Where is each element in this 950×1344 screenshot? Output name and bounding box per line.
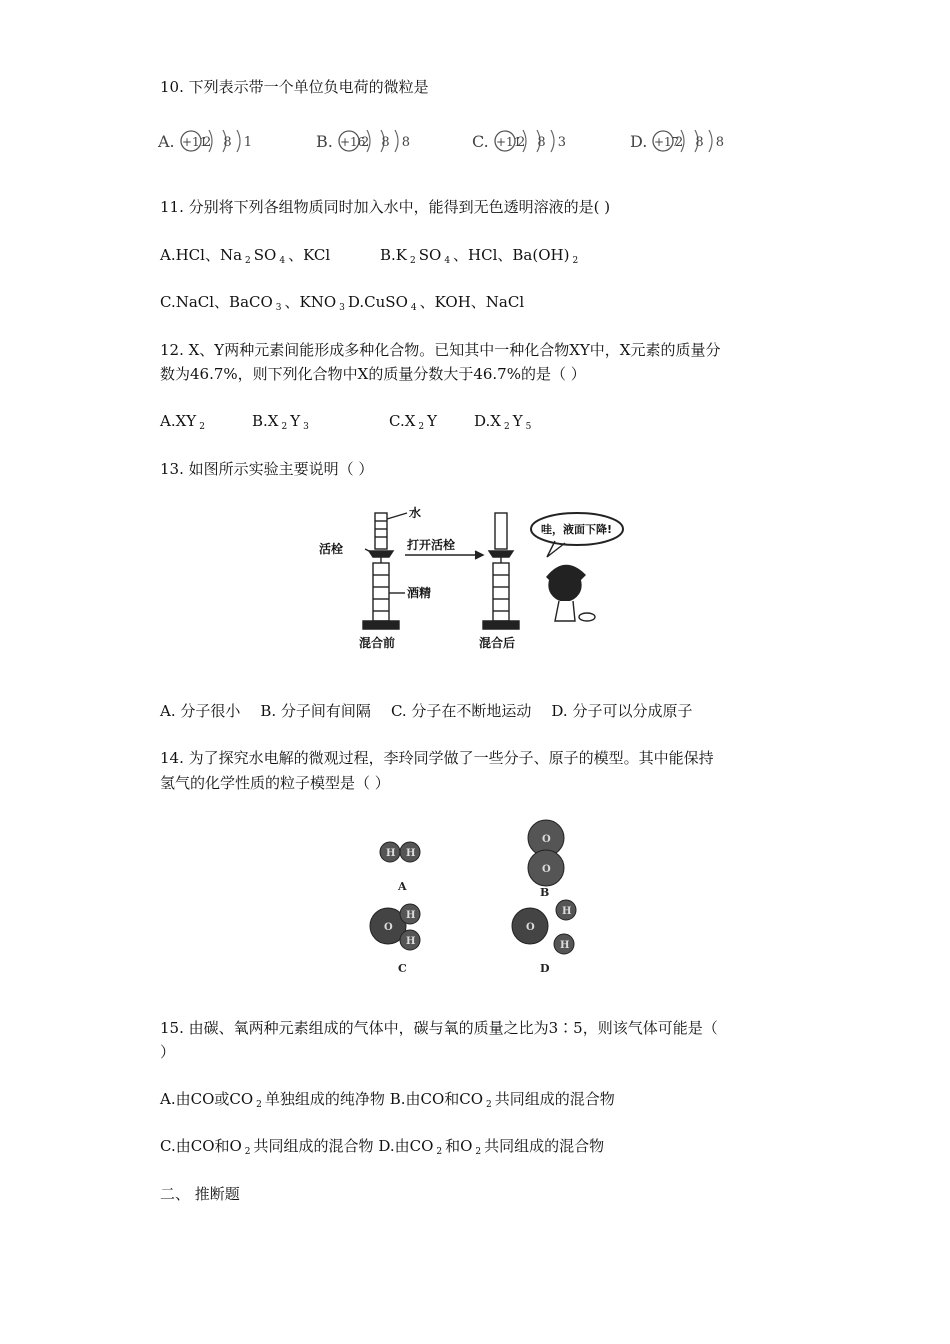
q10-option-a[interactable] bbox=[158, 126, 259, 156]
text: C.X bbox=[389, 412, 416, 430]
q12-option-a[interactable] bbox=[160, 410, 252, 438]
atom-h: H bbox=[386, 848, 396, 859]
q12-option-c[interactable] bbox=[389, 410, 474, 438]
label-open-valve: 打开活栓 bbox=[407, 538, 456, 552]
text: 、KOH、NaCl bbox=[419, 293, 525, 311]
text: B.由CO和CO bbox=[389, 1090, 484, 1108]
q12-option-d[interactable] bbox=[474, 410, 534, 438]
q13-option-a[interactable]: A. 分子很小 bbox=[160, 702, 241, 720]
label-alcohol: 酒精 bbox=[407, 586, 432, 600]
text: Y bbox=[427, 412, 438, 430]
electron-shells: 2 8 8 bbox=[360, 135, 414, 150]
subscript: 3 bbox=[303, 422, 309, 432]
q15-stem-line2: ） bbox=[160, 1043, 176, 1061]
label-d: D bbox=[540, 962, 550, 975]
text: B.K bbox=[380, 246, 407, 264]
q12-options bbox=[160, 410, 534, 438]
text: A.由CO或CO bbox=[160, 1090, 254, 1108]
section-heading: 二、 推断题 bbox=[160, 1185, 240, 1203]
text: Y bbox=[290, 412, 301, 430]
label-c: C bbox=[398, 962, 407, 975]
q12-stem-line2: 数为46.7%，则下列化合物中X的质量分数大于46.7%的是（ ） bbox=[160, 365, 586, 383]
label-after: 混合后 bbox=[479, 636, 516, 650]
subscript: 2 bbox=[410, 256, 416, 266]
atom-structure-icon bbox=[179, 126, 259, 156]
text: 共同组成的混合物 bbox=[253, 1137, 374, 1155]
subscript: 2 bbox=[572, 256, 579, 266]
subscript: 2 bbox=[475, 1147, 482, 1157]
text: A.XY bbox=[160, 412, 197, 430]
atom-h: H bbox=[406, 848, 416, 859]
text: C.由CO和O bbox=[160, 1137, 242, 1155]
text: Y bbox=[512, 412, 523, 430]
atom-structure-icon bbox=[337, 126, 417, 156]
option-label: B. bbox=[316, 131, 333, 151]
q10-option-b[interactable] bbox=[316, 126, 417, 156]
atom-h: H bbox=[560, 940, 570, 951]
q15-option-c[interactable] bbox=[160, 1137, 374, 1155]
label-b: B bbox=[540, 886, 550, 899]
subscript: 4 bbox=[444, 256, 451, 266]
nucleus-charge: +11 bbox=[495, 135, 522, 149]
q14-stem-line2: 氢气的化学性质的粒子模型是（ ） bbox=[160, 774, 390, 792]
q11-option-d[interactable] bbox=[348, 293, 524, 311]
q14-molecule-models-figure bbox=[360, 818, 600, 980]
subscript: 4 bbox=[279, 256, 286, 266]
q15-options-cd bbox=[160, 1135, 604, 1163]
q15-stem-line1: 15. 由碳、氧两种元素组成的气体中，碳与氧的质量之比为3∶5，则该气体可能是（ bbox=[160, 1019, 718, 1037]
atom-structure-icon bbox=[493, 126, 573, 156]
subscript: 4 bbox=[410, 303, 417, 313]
atom-h: H bbox=[406, 936, 416, 947]
option-label: D. bbox=[630, 131, 648, 151]
q10-option-d[interactable] bbox=[630, 126, 731, 156]
subscript: 2 bbox=[199, 422, 205, 432]
subscript: 2 bbox=[418, 422, 425, 432]
q11-option-a[interactable] bbox=[160, 244, 330, 272]
subscript: 2 bbox=[244, 1147, 251, 1157]
label-water: 水 bbox=[409, 506, 422, 520]
electron-shells: 2 8 3 bbox=[516, 135, 570, 150]
q13-option-b[interactable]: B. 分子间有间隔 bbox=[260, 702, 371, 720]
q13-stem: 13. 如图所示实验主要说明（ ） bbox=[160, 460, 374, 478]
text: D.CuSO bbox=[347, 293, 408, 311]
atom-structure-icon bbox=[651, 126, 731, 156]
text: D.X bbox=[474, 412, 501, 430]
text: 单独组成的纯净物 bbox=[264, 1090, 385, 1108]
text: SO bbox=[253, 246, 277, 264]
atom-o: O bbox=[526, 922, 535, 933]
subscript: 2 bbox=[436, 1147, 443, 1157]
subscript: 2 bbox=[256, 1100, 262, 1110]
q13-options bbox=[160, 700, 712, 722]
atom-h: H bbox=[406, 910, 416, 921]
text: 、KCl bbox=[288, 246, 331, 264]
q15-options-ab bbox=[160, 1088, 615, 1116]
q11-option-c[interactable] bbox=[160, 291, 524, 319]
text: 共同组成的混合物 bbox=[494, 1090, 615, 1108]
q11-stem: 11. 分别将下列各组物质同时加入水中，能得到无色透明溶液的是( ) bbox=[160, 198, 611, 216]
subscript: 2 bbox=[486, 1100, 492, 1110]
label-a: A bbox=[398, 880, 407, 893]
electron-shells: 2 8 8 bbox=[675, 135, 729, 150]
option-label: C. bbox=[472, 131, 489, 151]
q15-option-b[interactable] bbox=[390, 1090, 615, 1108]
subscript: 3 bbox=[339, 303, 345, 313]
text: B.X bbox=[252, 412, 279, 430]
atom-h: H bbox=[562, 906, 572, 917]
speech-bubble-text: 哇，液面下降! bbox=[541, 523, 613, 536]
nucleus-charge: +16 bbox=[339, 135, 366, 149]
atom-o: O bbox=[542, 834, 551, 845]
text: D.由CO bbox=[378, 1137, 434, 1155]
q13-experiment-figure bbox=[315, 505, 635, 655]
text: A.HCl、Na bbox=[160, 246, 243, 264]
atom-o: O bbox=[542, 864, 551, 875]
text: 和O bbox=[445, 1137, 473, 1155]
text: C.NaCl、BaCO bbox=[160, 293, 273, 311]
q14-stem-line1: 14. 为了探究水电解的微观过程，李玲同学做了一些分子、原子的模型。其中能保持 bbox=[160, 749, 714, 767]
subscript: 5 bbox=[525, 422, 532, 432]
q15-option-a[interactable] bbox=[160, 1090, 385, 1108]
q10-option-c[interactable] bbox=[472, 126, 573, 156]
q10-stem: 10. 下列表示带一个单位负电荷的微粒是 bbox=[160, 78, 429, 96]
text: 共同组成的混合物 bbox=[484, 1137, 605, 1155]
nucleus-charge: +11 bbox=[181, 135, 207, 149]
text: SO bbox=[418, 246, 442, 264]
q13-option-c[interactable]: C. 分子在不断地运动 bbox=[390, 702, 532, 720]
q10-options bbox=[158, 126, 758, 156]
text: 、HCl、Ba(OH) bbox=[453, 246, 570, 264]
q12-stem-line1: 12. X、Y两种元素间能形成多种化合物。已知其中一种化合物XY中，X元素的质量分 bbox=[160, 341, 721, 359]
nucleus-charge: +17 bbox=[654, 135, 680, 149]
text: 、KNO bbox=[284, 293, 337, 311]
option-label: A. bbox=[158, 131, 175, 151]
q13-option-d[interactable]: D. 分子可以分成原子 bbox=[551, 702, 693, 720]
label-valve: 活栓 bbox=[319, 542, 344, 556]
q12-option-b[interactable] bbox=[252, 410, 389, 438]
subscript: 2 bbox=[281, 422, 288, 432]
subscript: 3 bbox=[275, 303, 282, 313]
q11-option-b[interactable] bbox=[380, 244, 581, 272]
label-before: 混合前 bbox=[359, 636, 396, 650]
q15-option-d[interactable] bbox=[378, 1137, 604, 1155]
subscript: 2 bbox=[245, 256, 251, 266]
atom-o: O bbox=[384, 922, 393, 933]
subscript: 2 bbox=[503, 422, 510, 432]
electron-shells: 2 8 1 bbox=[202, 135, 256, 150]
